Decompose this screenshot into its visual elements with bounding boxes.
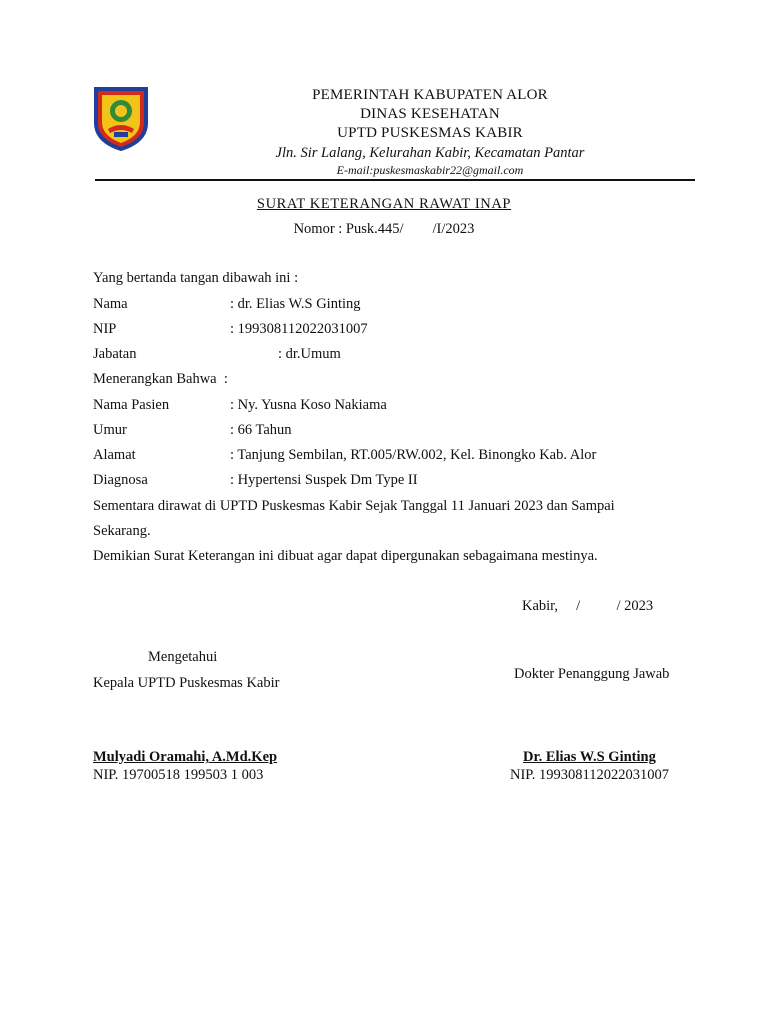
signer-name-value: : dr. Elias W.S Ginting (230, 296, 361, 312)
patient-address-label: Alamat (93, 447, 136, 463)
hospitalization-statement: Sementara dirawat di UPTD Puskesmas Kabir Sejak Tanggal 11 Januari 2023 dan Sampai Sekarang. (93, 498, 615, 539)
patient-name-value: : Ny. Yusna Koso Nakiama (230, 397, 387, 413)
patient-age-label: Umur (93, 422, 127, 438)
signer-position-label: Jabatan (93, 346, 137, 362)
signer-position-value: : dr.Umum (278, 346, 341, 362)
letterhead-address: Jln. Sir Lalang, Kelurahan Kabir, Kecamatan Pantar (275, 145, 585, 161)
right-signer-name: Dr. Elias W.S Ginting (523, 749, 656, 765)
letterhead-government: PEMERINTAH KABUPATEN ALOR (312, 87, 548, 103)
document-title: SURAT KETERANGAN RAWAT INAP (256, 196, 512, 212)
signer-nip-label: NIP (93, 321, 117, 337)
patient-diagnosis-label: Diagnosa (93, 472, 148, 488)
left-signer-nip: NIP. 19700518 199503 1 003 (93, 767, 264, 783)
patient-diagnosis-value: : Hypertensi Suspek Dm Type II (230, 472, 418, 488)
closing-statement: Demikian Surat Keterangan ini dibuat agar dapat dipergunakan sebagaimana mestinya. (93, 548, 598, 564)
patient-age-value: : 66 Tahun (230, 422, 292, 438)
patient-name-label: Nama Pasien (93, 397, 170, 413)
left-signer-role: Kepala UPTD Puskesmas Kabir (93, 675, 280, 691)
place-date: Kabir, / / 2023 (522, 598, 654, 614)
right-signer-nip: NIP. 199308112022031007 (510, 767, 669, 783)
letterhead-email: E-mail:puskesmaskabir22@gmail.com (336, 163, 524, 177)
acknowledged-label: Mengetahui (148, 649, 218, 665)
signer-name-label: Nama (93, 296, 128, 312)
left-signer-name: Mulyadi Oramahi, A.Md.Kep (93, 749, 278, 765)
alor-regency-crest-icon (92, 85, 150, 151)
document-number: Nomor : Pusk.445/ /I/2023 (293, 221, 475, 237)
intro-text: Yang bertanda tangan dibawah ini : (93, 270, 299, 286)
patient-address-value: : Tanjung Sembilan, RT.005/RW.002, Kel. Binongko Kab. Alor (230, 447, 597, 463)
letterhead-department: DINAS KESEHATAN (360, 106, 500, 122)
declares-text: Menerangkan Bahwa : (93, 371, 228, 387)
signer-nip-value: : 199308112022031007 (230, 321, 368, 337)
letterhead-institution: UPTD PUSKESMAS KABIR (337, 125, 523, 141)
right-signer-role: Dokter Penanggung Jawab (514, 666, 670, 682)
letterhead-divider (95, 179, 695, 181)
